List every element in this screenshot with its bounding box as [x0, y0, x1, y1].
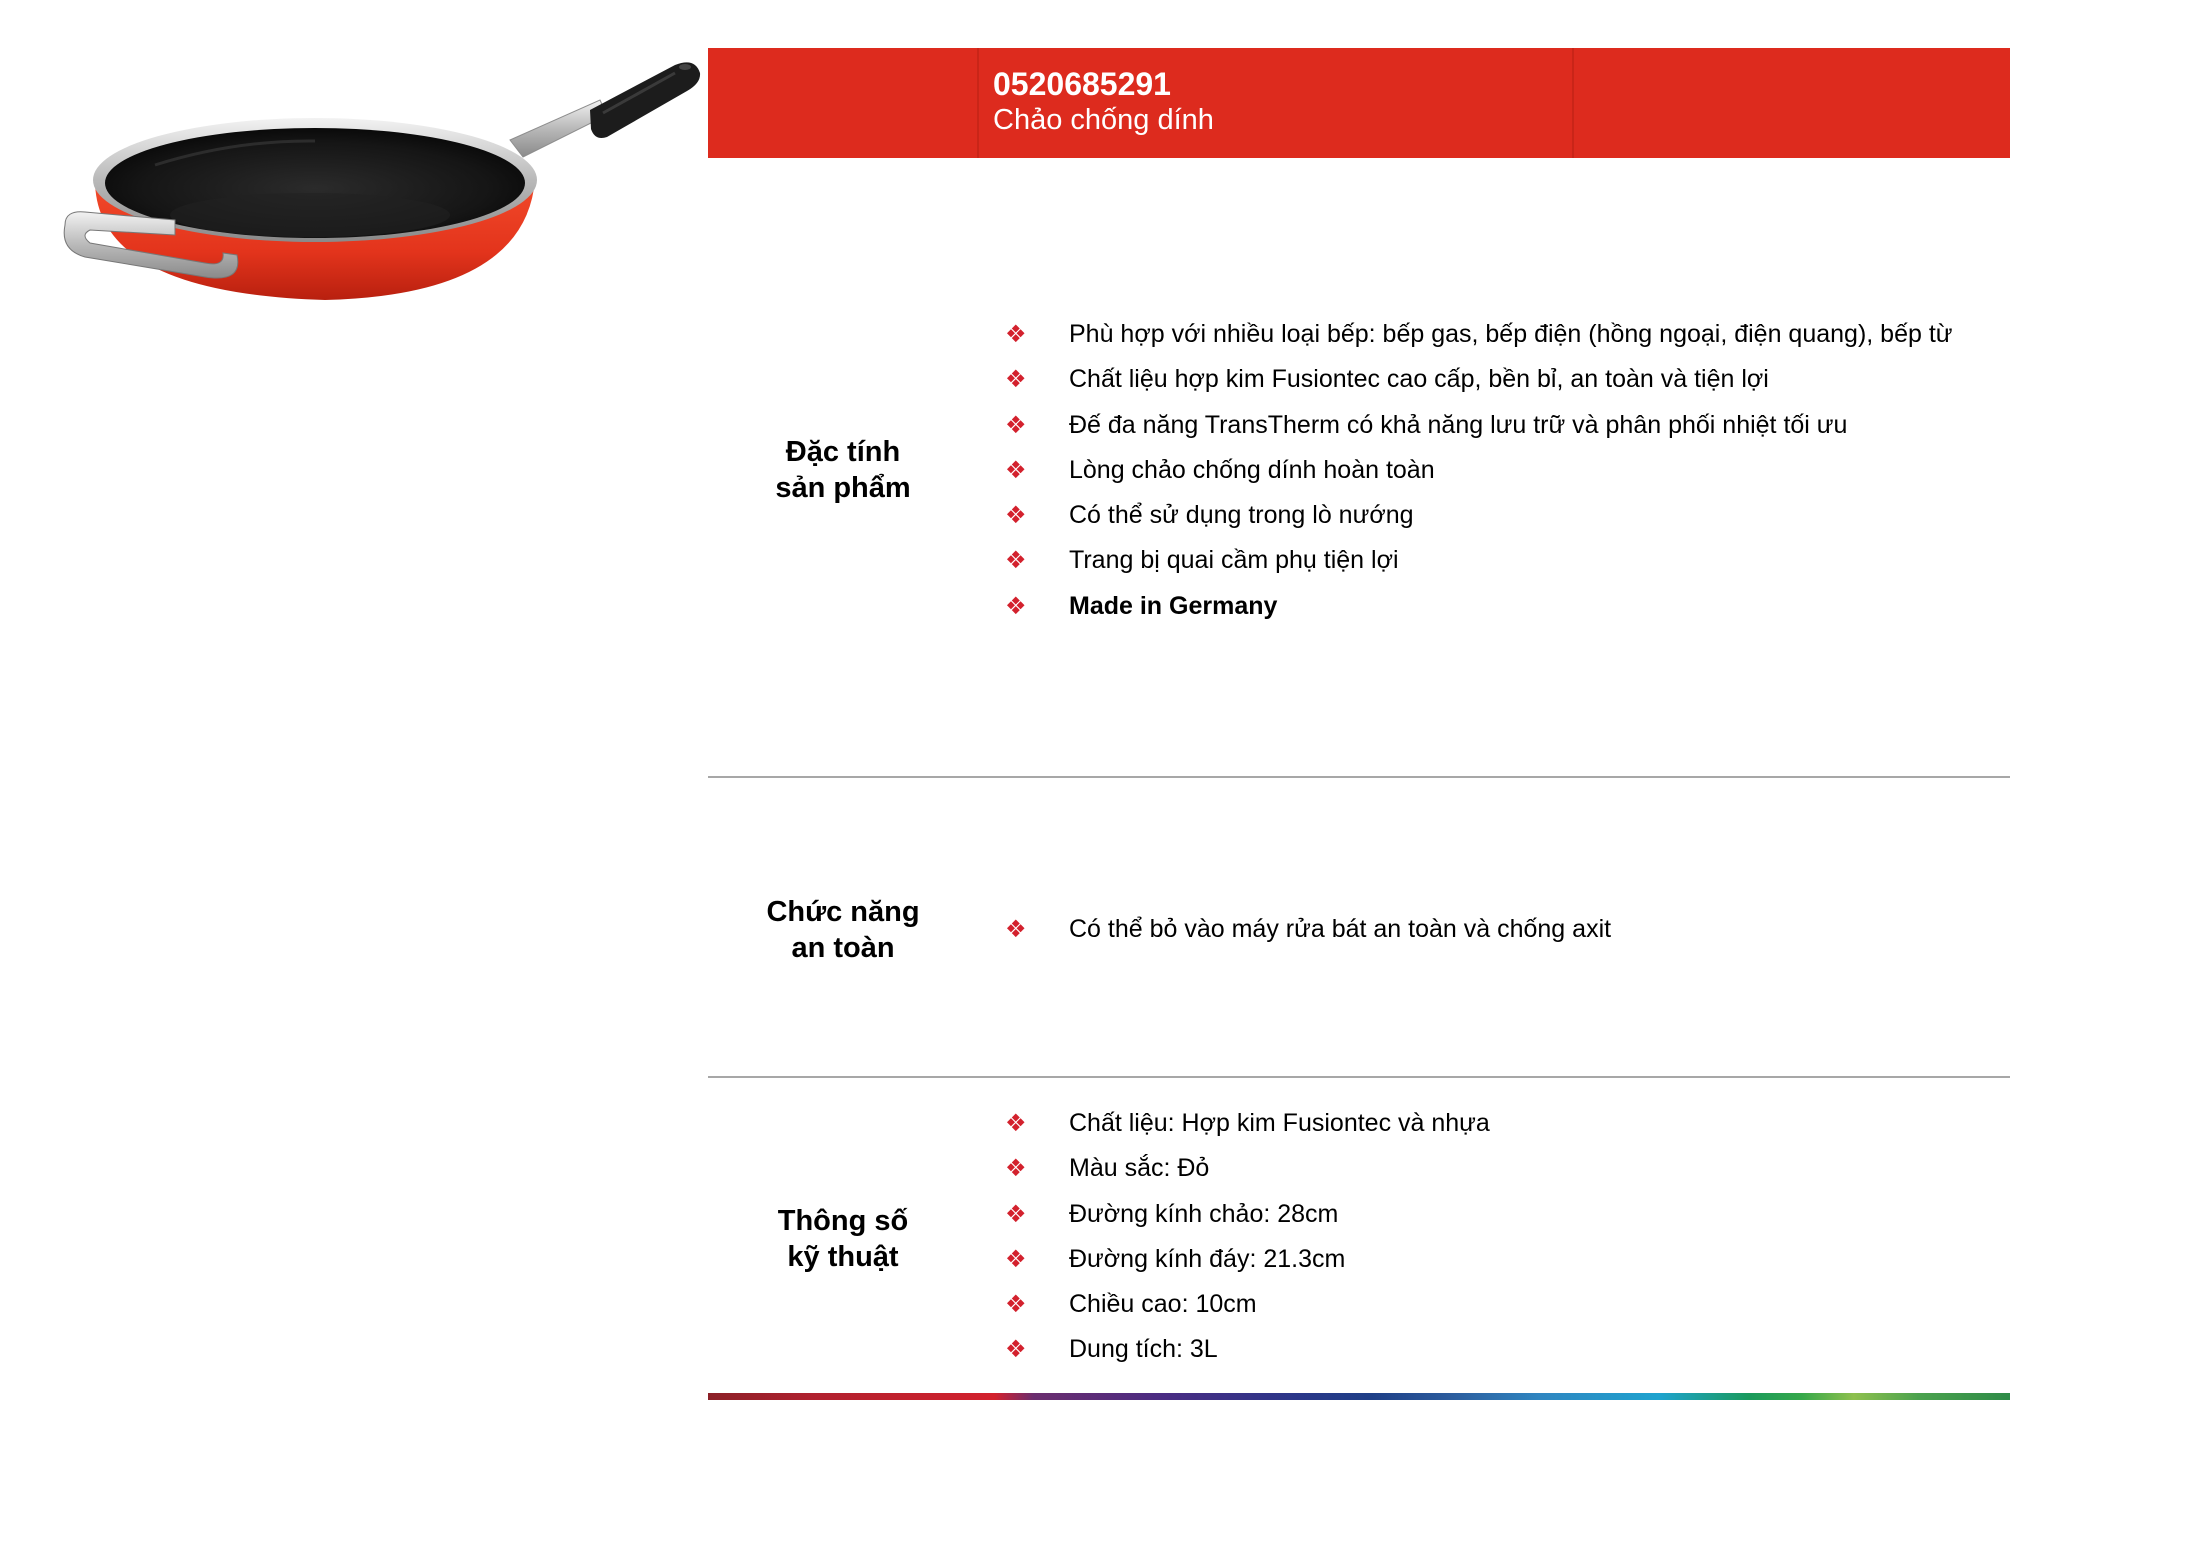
list-item: [1005, 312, 1953, 357]
list-item-text: Có thể sử dụng trong lò nướng: [1069, 501, 1414, 530]
product-name: Chảo chống dính: [993, 104, 1214, 136]
list-item: [1005, 493, 1953, 538]
list-item-text: Có thể bỏ vào máy rửa bát an toàn và chống axit: [1069, 915, 1612, 943]
list-item: [1005, 584, 1953, 629]
bullet-icon: ❖: [1005, 1335, 1027, 1364]
bullet-icon: ❖: [1005, 501, 1027, 530]
bullet-icon: ❖: [1005, 591, 1027, 620]
safety-list: [1005, 907, 1611, 952]
bullet-icon: ❖: [1005, 1290, 1027, 1319]
product-header: [708, 48, 2010, 158]
section-label-line: sản phẩm: [775, 472, 911, 504]
frying-pan-icon: [55, 45, 705, 325]
section-label-line: Thông số: [777, 1205, 909, 1237]
list-item-text: Phù hợp với nhiều loại bếp: bếp gas, bếp điện (hồng ngoại, điện quang), bếp từ: [1069, 320, 1953, 348]
bullet-icon: ❖: [1005, 546, 1027, 575]
features-list: [1005, 312, 1953, 629]
list-item: [1005, 1282, 1490, 1327]
list-item-text: Lòng chảo chống dính hoàn toàn: [1069, 455, 1435, 484]
section-label-line: Chức năng: [766, 896, 920, 928]
list-item-text: Chất liệu hợp kim Fusiontec cao cấp, bền bỉ, an toàn và tiện lợi: [1069, 365, 1769, 394]
list-item-text: Dung tích: 3L: [1069, 1335, 1218, 1364]
section-label-line: Đặc tính: [785, 436, 901, 468]
list-item-text: Đường kính đáy: 21.3cm: [1069, 1244, 1346, 1273]
list-item: [1005, 403, 1953, 448]
list-item-text: Chất liệu: Hợp kim Fusiontec và nhựa: [1069, 1109, 1490, 1137]
list-item-text: Made in Germany: [1069, 591, 1278, 620]
header-divider: [977, 48, 979, 158]
list-item-text: Màu sắc: Đỏ: [1069, 1154, 1210, 1183]
header-divider: [1572, 48, 1574, 158]
list-item: [1005, 1146, 1490, 1191]
list-item-text: Chiều cao: 10cm: [1069, 1290, 1257, 1319]
section-label-line: an toàn: [791, 932, 895, 964]
list-item-text: Đường kính chảo: 28cm: [1069, 1199, 1339, 1228]
bullet-icon: ❖: [1005, 365, 1027, 394]
specs-list: [1005, 1101, 1490, 1373]
bullet-icon: ❖: [1005, 1154, 1027, 1183]
section-label-features: [708, 434, 978, 506]
section-divider: [708, 776, 2010, 778]
bullet-icon: ❖: [1005, 1109, 1027, 1137]
section-label-line: kỹ thuật: [787, 1241, 899, 1273]
list-item: [1005, 1237, 1490, 1282]
section-label-safety: [708, 894, 978, 966]
bullet-icon: ❖: [1005, 1199, 1027, 1228]
bullet-icon: ❖: [1005, 410, 1027, 439]
list-item: [1005, 1327, 1490, 1372]
bullet-icon: ❖: [1005, 455, 1027, 484]
product-code: 0520685291: [993, 66, 1171, 102]
list-item: [1005, 1101, 1490, 1146]
section-label-specs: [708, 1203, 978, 1275]
section-divider: [708, 1076, 2010, 1078]
list-item: [1005, 907, 1611, 952]
list-item-text: Trang bị quai cầm phụ tiện lợi: [1069, 546, 1399, 575]
list-item: [1005, 538, 1953, 583]
bullet-icon: ❖: [1005, 1244, 1027, 1273]
list-item: [1005, 1192, 1490, 1237]
bullet-icon: ❖: [1005, 320, 1027, 348]
list-item-text: Đế đa năng TransTherm có khả năng lưu trữ và phân phối nhiệt tối ưu: [1069, 410, 1848, 439]
list-item: [1005, 357, 1953, 402]
list-item: [1005, 448, 1953, 493]
brand-color-bar: [708, 1393, 2010, 1400]
bullet-icon: ❖: [1005, 915, 1027, 943]
